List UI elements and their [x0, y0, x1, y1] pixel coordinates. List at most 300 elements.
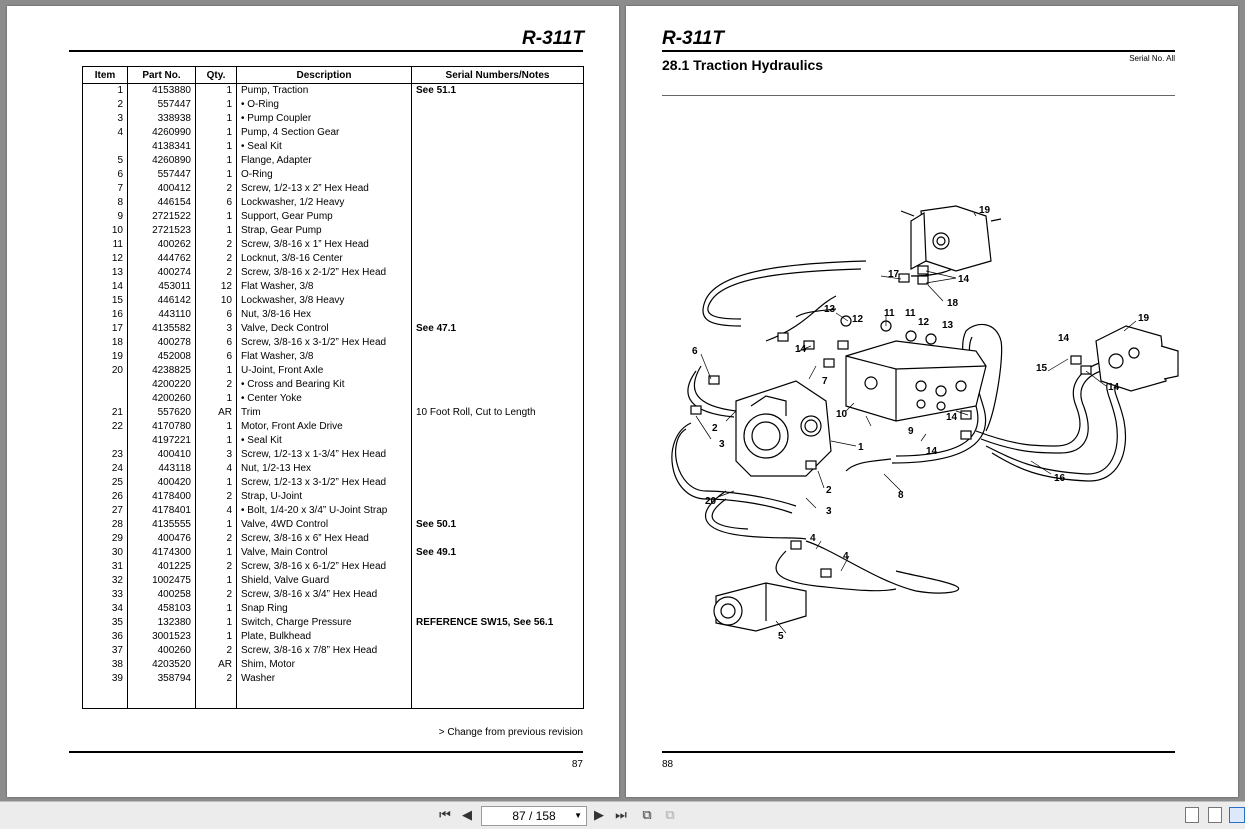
- column-header-part-no: Part No.: [128, 67, 196, 84]
- table-row: [83, 224, 584, 238]
- right-page: [626, 6, 1238, 797]
- column-header-notes: Serial Numbers/Notes: [412, 67, 584, 84]
- cell-description: Screw, 1/2-13 x 3-1/2” Hex Head: [237, 476, 412, 490]
- cell-notes: [412, 658, 584, 672]
- cell-item: 20: [83, 364, 128, 378]
- cell-item: 24: [83, 462, 128, 476]
- cell-description: Nut, 3/8-16 Hex: [237, 308, 412, 322]
- cell-part-no: 446142: [128, 294, 196, 308]
- empty-cell: [412, 686, 584, 709]
- parts-table: [82, 66, 584, 709]
- cell-part-no: 4153880: [128, 84, 196, 99]
- callout-number: 5: [778, 631, 784, 642]
- cell-description: Screw, 1/2-13 x 1-3/4” Hex Head: [237, 448, 412, 462]
- fitting: [1071, 356, 1081, 364]
- cell-description: Pump, 4 Section Gear: [237, 126, 412, 140]
- cell-part-no: 4238825: [128, 364, 196, 378]
- cell-notes: [412, 448, 584, 462]
- cell-item: 25: [83, 476, 128, 490]
- cell-qty: 1: [196, 364, 237, 378]
- cell-part-no: 458103: [128, 602, 196, 616]
- page-indicator-text: 87 / 158: [512, 809, 556, 823]
- cell-description: Trim: [237, 406, 412, 420]
- cell-notes: [412, 168, 584, 182]
- cell-description: U-Joint, Front Axle: [237, 364, 412, 378]
- cell-part-no: 400476: [128, 532, 196, 546]
- cell-notes: [412, 280, 584, 294]
- table-row: [83, 448, 584, 462]
- cell-part-no: 338938: [128, 112, 196, 126]
- hose: [981, 369, 1108, 453]
- pdf-viewer-toolbar: [0, 801, 1245, 829]
- main-valve-block: [846, 341, 986, 421]
- cell-qty: 1: [196, 126, 237, 140]
- cell-qty: 1: [196, 154, 237, 168]
- cell-description: Flat Washer, 3/8: [237, 280, 412, 294]
- continuous-view-icon[interactable]: [1208, 807, 1222, 823]
- cell-notes: [412, 630, 584, 644]
- cell-item: 37: [83, 644, 128, 658]
- cell-qty: 1: [196, 140, 237, 154]
- cell-notes: [412, 98, 584, 112]
- cell-item: 28: [83, 518, 128, 532]
- cell-part-no: 400274: [128, 266, 196, 280]
- cell-item: 33: [83, 588, 128, 602]
- cell-description: • Center Yoke: [237, 392, 412, 406]
- cell-qty: 2: [196, 490, 237, 504]
- cell-item: 9: [83, 210, 128, 224]
- table-row: [83, 126, 584, 140]
- cell-part-no: 4135582: [128, 322, 196, 336]
- table-row: [83, 168, 584, 182]
- cell-notes: [412, 336, 584, 350]
- callout-number: 19: [979, 205, 991, 216]
- cell-notes: [412, 420, 584, 434]
- cell-item: 11: [83, 238, 128, 252]
- table-row: [83, 210, 584, 224]
- table-row: [83, 588, 584, 602]
- cell-description: Shield, Valve Guard: [237, 574, 412, 588]
- table-row: [83, 98, 584, 112]
- cell-item: 32: [83, 574, 128, 588]
- cell-qty: 1: [196, 518, 237, 532]
- cell-notes: [412, 140, 584, 154]
- cell-description: Locknut, 3/8-16 Center: [237, 252, 412, 266]
- fitting: [918, 266, 928, 274]
- cell-qty: 1: [196, 476, 237, 490]
- cell-item: 30: [83, 546, 128, 560]
- fitting: [806, 461, 816, 469]
- callout-number: 16: [1054, 473, 1066, 484]
- table-row: [83, 490, 584, 504]
- callout-number: 1: [858, 442, 864, 453]
- cell-qty: 1: [196, 574, 237, 588]
- column-header-item: Item: [83, 67, 128, 84]
- fitting: [821, 569, 831, 577]
- cell-part-no: 132380: [128, 616, 196, 630]
- cell-description: Strap, Gear Pump: [237, 224, 412, 238]
- hose: [694, 366, 736, 411]
- cell-part-no: 444762: [128, 252, 196, 266]
- fitting: [1081, 366, 1091, 374]
- callout-number: 14: [1108, 382, 1120, 393]
- fitting: [778, 333, 788, 341]
- cell-notes: 10 Foot Roll, Cut to Length: [412, 406, 584, 420]
- callout-number: 10: [836, 409, 848, 420]
- cell-part-no: 443110: [128, 308, 196, 322]
- table-row: [83, 630, 584, 644]
- cell-qty: 2: [196, 182, 237, 196]
- hose: [766, 296, 836, 341]
- table-row: [83, 574, 584, 588]
- cell-item: 5: [83, 154, 128, 168]
- cell-part-no: 400412: [128, 182, 196, 196]
- cell-description: Screw, 3/8-16 x 1” Hex Head: [237, 238, 412, 252]
- table-row: [83, 308, 584, 322]
- table-row: [83, 518, 584, 532]
- cell-notes: [412, 238, 584, 252]
- cell-description: Screw, 1/2-13 x 2” Hex Head: [237, 182, 412, 196]
- cell-qty: 2: [196, 672, 237, 686]
- callout-number: 8: [898, 490, 904, 501]
- cell-notes: [412, 490, 584, 504]
- cell-item: 12: [83, 252, 128, 266]
- cell-qty: AR: [196, 406, 237, 420]
- callout-number: 11: [884, 308, 895, 319]
- callout-number: 18: [947, 298, 959, 309]
- cell-notes: See 49.1: [412, 546, 584, 560]
- fitting: [691, 406, 701, 414]
- table-row: [83, 140, 584, 154]
- column-header-description: Description: [237, 67, 412, 84]
- cell-item: 16: [83, 308, 128, 322]
- cell-qty: 1: [196, 602, 237, 616]
- facing-view-icon[interactable]: [1229, 807, 1245, 823]
- page-number: 87: [571, 759, 583, 770]
- column-header-qty: Qty.: [196, 67, 237, 84]
- hose: [986, 379, 1117, 474]
- cell-part-no: 4200220: [128, 378, 196, 392]
- cell-description: Motor, Front Axle Drive: [237, 420, 412, 434]
- cell-qty: 1: [196, 210, 237, 224]
- cell-item: 31: [83, 560, 128, 574]
- cell-part-no: 400420: [128, 476, 196, 490]
- cell-qty: 4: [196, 504, 237, 518]
- cell-description: Nut, 1/2-13 Hex: [237, 462, 412, 476]
- prev-page-icon[interactable]: ◀: [462, 807, 472, 822]
- model-title: R-311T: [522, 28, 584, 49]
- callout-number: 3: [719, 439, 725, 450]
- cell-notes: [412, 126, 584, 140]
- last-page-icon[interactable]: ⏭: [615, 807, 627, 822]
- table-row: [83, 644, 584, 658]
- callout-number: 6: [692, 346, 698, 357]
- cell-item: 13: [83, 266, 128, 280]
- table-row: [83, 336, 584, 350]
- cell-part-no: 358794: [128, 672, 196, 686]
- cell-notes: [412, 476, 584, 490]
- callout-number: 4: [810, 533, 816, 544]
- table-row: [83, 532, 584, 546]
- cell-qty: 4: [196, 462, 237, 476]
- cell-part-no: 4170780: [128, 420, 196, 434]
- cell-description: • Seal Kit: [237, 434, 412, 448]
- callout-number: 13: [942, 320, 954, 331]
- cell-description: Plate, Bulkhead: [237, 630, 412, 644]
- table-row: [83, 504, 584, 518]
- callout-number: 14: [1058, 333, 1070, 344]
- fitting: [791, 541, 801, 549]
- cell-notes: [412, 532, 584, 546]
- cell-description: Screw, 3/8-16 x 3/4” Hex Head: [237, 588, 412, 602]
- callout-number: 13: [824, 304, 836, 315]
- hose: [706, 491, 806, 539]
- cell-notes: [412, 392, 584, 406]
- fitting: [961, 431, 971, 439]
- cell-description: Flange, Adapter: [237, 154, 412, 168]
- cell-part-no: 4174300: [128, 546, 196, 560]
- cell-item: 8: [83, 196, 128, 210]
- cell-description: Valve, Deck Control: [237, 322, 412, 336]
- cell-description: Lockwasher, 1/2 Heavy: [237, 196, 412, 210]
- cell-part-no: 4178401: [128, 504, 196, 518]
- cell-notes: See 51.1: [412, 84, 584, 99]
- cell-part-no: 2721522: [128, 210, 196, 224]
- cell-qty: 2: [196, 560, 237, 574]
- cell-description: • Cross and Bearing Kit: [237, 378, 412, 392]
- page-number: 88: [662, 759, 674, 770]
- table-row: [83, 392, 584, 406]
- cell-item: 29: [83, 532, 128, 546]
- cell-qty: 12: [196, 280, 237, 294]
- chevron-down-icon: ▼: [574, 811, 582, 820]
- callout-number: 3: [826, 506, 832, 517]
- cell-part-no: 443118: [128, 462, 196, 476]
- cell-notes: [412, 462, 584, 476]
- left-page: [7, 6, 619, 797]
- cell-notes: See 50.1: [412, 518, 584, 532]
- cell-notes: [412, 112, 584, 126]
- cell-notes: [412, 644, 584, 658]
- empty-cell: [83, 686, 128, 709]
- cell-description: Flat Washer, 3/8: [237, 350, 412, 364]
- callout-number: 7: [822, 376, 828, 387]
- axle-motor-right: [1096, 326, 1166, 391]
- empty-cell: [128, 686, 196, 709]
- cell-notes: [412, 196, 584, 210]
- cell-notes: [412, 210, 584, 224]
- cell-part-no: 557447: [128, 98, 196, 112]
- cell-notes: [412, 364, 584, 378]
- cell-qty: 1: [196, 168, 237, 182]
- table-row: [83, 546, 584, 560]
- cell-qty: 2: [196, 532, 237, 546]
- callout-number: 14: [795, 344, 807, 355]
- first-page-icon[interactable]: ⏮: [439, 807, 451, 822]
- hose: [712, 499, 748, 529]
- callout-number: 12: [918, 317, 930, 328]
- cell-qty: 6: [196, 350, 237, 364]
- page-indicator-select[interactable]: [481, 806, 587, 826]
- empty-cell: [237, 686, 412, 709]
- cell-notes: [412, 504, 584, 518]
- cell-part-no: 400278: [128, 336, 196, 350]
- hose: [703, 261, 866, 326]
- cell-qty: 1: [196, 392, 237, 406]
- cell-part-no: 557620: [128, 406, 196, 420]
- cell-item: 22: [83, 420, 128, 434]
- footer-rule: [662, 751, 1175, 753]
- cell-qty: 2: [196, 266, 237, 280]
- table-filler-row: [83, 686, 584, 709]
- table-row: [83, 266, 584, 280]
- cell-description: Screw, 3/8-16 x 3-1/2” Hex Head: [237, 336, 412, 350]
- cell-description: Washer: [237, 672, 412, 686]
- serial-number: Serial No. All: [1129, 54, 1175, 63]
- cell-notes: [412, 308, 584, 322]
- hose: [992, 385, 1126, 481]
- cell-description: Strap, U-Joint: [237, 490, 412, 504]
- cell-part-no: 4203520: [128, 658, 196, 672]
- cell-qty: 2: [196, 588, 237, 602]
- fit-width-icon[interactable]: ⧉: [665, 807, 675, 822]
- cell-qty: 2: [196, 378, 237, 392]
- next-page-icon[interactable]: ▶: [594, 807, 604, 822]
- cell-item: 1: [83, 84, 128, 99]
- table-row: [83, 616, 584, 630]
- cell-item: [83, 140, 128, 154]
- cell-part-no: 400258: [128, 588, 196, 602]
- hose: [806, 541, 959, 593]
- cell-qty: 3: [196, 448, 237, 462]
- parts-table-header: [83, 67, 584, 84]
- change-note: > Change from previous revision: [438, 727, 583, 738]
- section-rule: [662, 95, 1175, 96]
- cell-part-no: 4135555: [128, 518, 196, 532]
- table-row: [83, 420, 584, 434]
- cell-qty: 10: [196, 294, 237, 308]
- cell-qty: 2: [196, 238, 237, 252]
- cell-qty: 1: [196, 98, 237, 112]
- empty-cell: [196, 686, 237, 709]
- cell-qty: 6: [196, 308, 237, 322]
- cell-part-no: 3001523: [128, 630, 196, 644]
- cell-qty: 1: [196, 224, 237, 238]
- cell-notes: [412, 434, 584, 448]
- cell-notes: [412, 588, 584, 602]
- cell-part-no: 401225: [128, 560, 196, 574]
- table-row: [83, 238, 584, 252]
- callout-number: 9: [908, 426, 914, 437]
- cell-item: 23: [83, 448, 128, 462]
- fitting: [824, 359, 834, 367]
- cell-notes: [412, 602, 584, 616]
- cell-item: 3: [83, 112, 128, 126]
- table-row: [83, 476, 584, 490]
- cell-description: Shim, Motor: [237, 658, 412, 672]
- cell-item: 14: [83, 280, 128, 294]
- cell-qty: 1: [196, 546, 237, 560]
- callout-number: 2: [712, 423, 718, 434]
- cell-part-no: 2721523: [128, 224, 196, 238]
- fit-page-icon[interactable]: ⧉: [642, 807, 652, 822]
- cell-description: Screw, 3/8-16 x 7/8” Hex Head: [237, 644, 412, 658]
- cell-qty: 2: [196, 252, 237, 266]
- table-row: [83, 434, 584, 448]
- cell-item: 21: [83, 406, 128, 420]
- table-row: [83, 560, 584, 574]
- cell-part-no: 400410: [128, 448, 196, 462]
- cell-qty: 6: [196, 196, 237, 210]
- cell-description: Screw, 3/8-16 x 6” Hex Head: [237, 532, 412, 546]
- table-row: [83, 406, 584, 420]
- cell-item: [83, 392, 128, 406]
- cell-notes: [412, 378, 584, 392]
- cell-notes: [412, 350, 584, 364]
- single-page-view-icon[interactable]: [1185, 807, 1199, 823]
- callout-number: 14: [926, 446, 938, 457]
- cell-description: O-Ring: [237, 168, 412, 182]
- cell-notes: REFERENCE SW15, See 56.1: [412, 616, 584, 630]
- cell-description: • Bolt, 1/4-20 x 3/4” U-Joint Strap: [237, 504, 412, 518]
- header-rule: [69, 50, 583, 52]
- cell-part-no: 446154: [128, 196, 196, 210]
- cell-item: 17: [83, 322, 128, 336]
- hose: [846, 459, 891, 471]
- cell-description: Pump, Traction: [237, 84, 412, 99]
- cell-part-no: 452008: [128, 350, 196, 364]
- cell-part-no: 400260: [128, 644, 196, 658]
- cell-item: 36: [83, 630, 128, 644]
- cell-qty: 1: [196, 434, 237, 448]
- cell-notes: [412, 182, 584, 196]
- table-row: [83, 252, 584, 266]
- table-row: [83, 350, 584, 364]
- table-row: [83, 364, 584, 378]
- table-row: [83, 294, 584, 308]
- callout-number: 2: [826, 485, 832, 496]
- table-row: [83, 602, 584, 616]
- cell-item: 6: [83, 168, 128, 182]
- cell-item: 38: [83, 658, 128, 672]
- cell-description: Snap Ring: [237, 602, 412, 616]
- cell-item: 18: [83, 336, 128, 350]
- cell-notes: [412, 294, 584, 308]
- cell-notes: [412, 154, 584, 168]
- cell-qty: 1: [196, 112, 237, 126]
- hose: [708, 269, 861, 319]
- callout-number: 11: [905, 308, 916, 319]
- cell-description: Switch, Charge Pressure: [237, 616, 412, 630]
- cell-notes: [412, 252, 584, 266]
- cell-item: 26: [83, 490, 128, 504]
- table-row: [83, 322, 584, 336]
- cell-item: 10: [83, 224, 128, 238]
- cell-notes: [412, 560, 584, 574]
- table-row: [83, 280, 584, 294]
- cell-part-no: 4178400: [128, 490, 196, 504]
- cell-item: [83, 378, 128, 392]
- fitting: [899, 274, 909, 282]
- cell-qty: 6: [196, 336, 237, 350]
- cell-qty: 2: [196, 644, 237, 658]
- fitting: [838, 341, 848, 349]
- cell-item: 19: [83, 350, 128, 364]
- cell-part-no: 4260890: [128, 154, 196, 168]
- cell-notes: [412, 224, 584, 238]
- cell-part-no: 1002475: [128, 574, 196, 588]
- cell-qty: AR: [196, 658, 237, 672]
